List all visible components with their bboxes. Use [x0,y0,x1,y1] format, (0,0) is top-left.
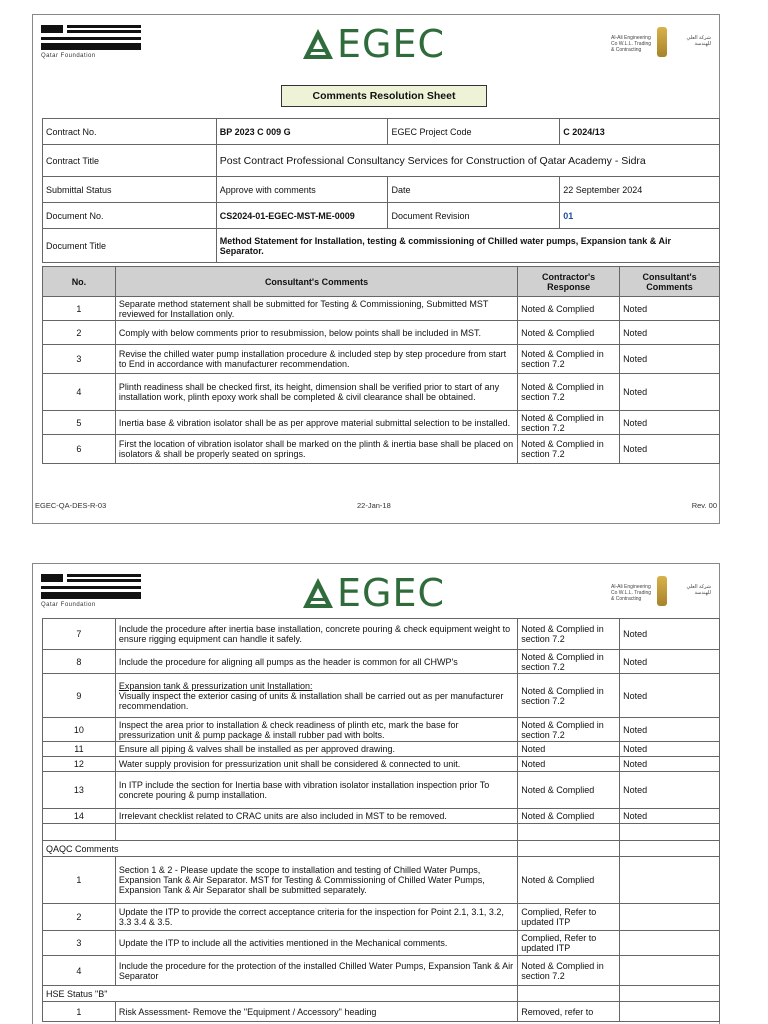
egec-mark-icon [301,27,335,61]
row-number: 2 [43,321,116,345]
row-contractor-response: Removed, refer to [518,1002,620,1022]
row-comment [115,674,517,718]
row-comment [115,857,517,904]
row-consultant-status: Noted [620,411,720,435]
row-number: 1 [43,297,116,321]
row-comment-text: Irrelevant checklist related to CRAC units are also included in MST to be removed. [118,811,447,821]
al-ali-logo: Al-Ali Engineering Co W.L.L. Trading & Contracting شركة العلي للهندسة [611,25,711,61]
row-comment [115,772,517,809]
row-number: 3 [43,931,116,956]
col-header-no: No. [43,267,116,297]
document-no: CS2024-01-EGEC-MST-ME-0009 [216,203,388,229]
submittal-status-label: Submittal Status [43,177,217,203]
date-value: 22 September 2024 [560,177,720,203]
row-consultant-status: Noted [620,809,720,824]
row-number: 4 [43,956,116,986]
row-comment [115,619,517,650]
row-consultant-status: Noted [620,435,720,464]
row-comment [115,345,517,374]
contract-no: BP 2023 C 009 G [216,119,388,145]
row-consultant-status: Noted [620,674,720,718]
row-contractor-response: Complied, Refer to updated ITP [518,904,620,931]
row-comment [115,650,517,674]
row-contractor-response: Noted [518,757,620,772]
col-header-contractor-response: Contractor's Response [518,267,620,297]
comments-table-page-1 [42,266,720,464]
table-row [43,321,720,345]
row-consultant-status: Noted [620,650,720,674]
table-row [43,374,720,411]
row-comment [115,931,517,956]
row-contractor-response: Noted & Complied [518,772,620,809]
section-label-row [43,841,720,857]
empty-row [43,824,720,841]
table-row [43,674,720,718]
row-comment-text: Separate method statement shall be submitted for Testing & Commissioning, Submitted MST reviewed for Installation only. [118,298,489,319]
project-code-label: EGEC Project Code [388,119,560,145]
table-row [43,718,720,742]
table-row [43,297,720,321]
row-number: 5 [43,411,116,435]
row-contractor-response: Noted & Complied [518,297,620,321]
row-comment [115,374,517,411]
footer-date: 22-Jan-18 [357,501,391,510]
row-number: 9 [43,674,116,718]
row-comment-text: Inertia base & vibration isolator shall be as per approve material submittal selection to be installed. [118,417,511,428]
table-row [43,411,720,435]
sheet-title: Comments Resolution Sheet [281,85,487,107]
empty-cell [620,986,720,1002]
table-row [43,345,720,374]
document-no-label: Document No. [43,203,217,229]
row-number: 14 [43,809,116,824]
project-code: C 2024/13 [560,119,720,145]
document-title-label: Document Title [43,229,217,263]
row-comment-text: Risk Assessment- Remove the "Equipment / Accessory" heading [118,1006,377,1017]
row-consultant-status: Noted [620,742,720,757]
row-comment-text: Inspect the area prior to installation & check readiness of plinth etc, mark the base for pressurization unit & pump package & install rubber pad with bolts. [118,719,459,740]
row-consultant-status: Noted [620,345,720,374]
row-comment-text: Comply with below comments prior to resubmission, below points shall be included in MST. [118,327,482,338]
row-number: 6 [43,435,116,464]
row-contractor-response: Noted & Complied in section 7.2 [518,345,620,374]
row-contractor-response: Noted & Complied in section 7.2 [518,374,620,411]
row-contractor-response: Noted & Complied [518,321,620,345]
contract-title-label: Contract Title [43,145,217,177]
col-header-consultant-comments-status: Consultant's Comments [620,267,720,297]
table-row [43,650,720,674]
row-comment-text: First the location of vibration isolator shall be marked on the plinth & inertia base shall be placed on isolators & shall be properly seated on springs. [118,439,514,459]
empty-cell [115,824,517,841]
row-consultant-status: Noted [620,297,720,321]
row-contractor-response: Noted & Complied in section 7.2 [518,956,620,986]
row-consultant-status [620,904,720,931]
row-consultant-status: Noted [620,619,720,650]
row-comment-title: Expansion tank & pressurization unit Installation: [118,680,313,691]
row-consultant-status: Noted [620,757,720,772]
row-comment-text: Ensure all piping & valves shall be installed as per approved drawing. [118,744,396,754]
al-ali-emblem-icon [657,27,667,57]
row-contractor-response: Complied, Refer to updated ITP [518,931,620,956]
footer-rev: Rev. 00 [691,501,717,510]
row-consultant-status [620,1002,720,1022]
contract-no-label: Contract No. [43,119,217,145]
row-comment-text: Water supply provision for pressurization unit shall be considered & connected to unit. [118,759,461,769]
empty-cell [43,824,116,841]
row-number: 10 [43,718,116,742]
row-contractor-response: Noted [518,742,620,757]
document-page-2 [32,563,720,1024]
egec-wordmark: EGEC [337,571,445,615]
row-comment-text: Section 1 & 2 - Please update the scope to installation and testing of Chilled Water Pumps, Expansion Tank & Air Separator. MST for Testing & Commissioning of Chilled Water Pumps, Expansion Tank & Air Separator shall be submitted separately. [118,865,485,895]
row-contractor-response: Noted & Complied in section 7.2 [518,650,620,674]
row-number: 1 [43,1002,116,1022]
submittal-status: Approve with comments [216,177,388,203]
empty-cell [620,824,720,841]
row-contractor-response: Noted & Complied [518,809,620,824]
date-label: Date [388,177,560,203]
section-label: HSE Status "B" [43,986,518,1002]
egec-wordmark: EGEC [337,22,445,66]
row-comment [115,297,517,321]
row-number: 8 [43,650,116,674]
row-number: 12 [43,757,116,772]
table-row [43,857,720,904]
row-contractor-response: Noted & Complied in section 7.2 [518,718,620,742]
row-consultant-status: Noted [620,321,720,345]
document-revision: 01 [560,203,720,229]
empty-cell [518,824,620,841]
qatar-foundation-logo: Qatar Foundation [41,572,141,612]
row-consultant-status [620,956,720,986]
row-comment-text: In ITP include the section for Inertia base with vibration isolator installation inspection prior To concrete pouring & pump installation. [118,780,490,800]
document-page-1 [32,14,720,524]
row-number: 1 [43,857,116,904]
empty-cell [620,841,720,857]
table-row [43,809,720,824]
row-consultant-status [620,931,720,956]
al-ali-emblem-icon [657,576,667,606]
row-comment [115,742,517,757]
document-title: Method Statement for Installation, testing & commissioning of Chilled water pumps, Expansion tank & Air Separator. [216,229,719,263]
row-number: 4 [43,374,116,411]
row-comment-text: Include the procedure after inertia base installation, concrete pouring & check equipment weight to ensure rigging equipment can handle it safely. [118,624,511,644]
row-comment [115,904,517,931]
footer-form-no: EGEC-QA-DES-R-03 [35,501,107,510]
empty-cell [518,986,620,1002]
row-comment-text: Update the ITP to provide the correct acceptance criteria for the inspection for Point 2.1, 3.1, 3.2, 3.3 3.4 & 3.5. [118,907,504,927]
row-comment [115,718,517,742]
row-comment-text: Visually inspect the exterior casing of units & installation shall be carried out as per manufacturer recommendation. [118,690,504,711]
row-comment [115,809,517,824]
row-number: 2 [43,904,116,931]
comments-table-page-2 [42,618,720,1022]
row-consultant-status: Noted [620,718,720,742]
row-comment [115,321,517,345]
row-number: 3 [43,345,116,374]
contract-title: Post Contract Professional Consultancy Services for Construction of Qatar Academy - Sidra [216,145,719,177]
row-number: 11 [43,742,116,757]
table-row [43,904,720,931]
row-contractor-response: Noted & Complied in section 7.2 [518,435,620,464]
row-comment-text: Plinth readiness shall be checked first, its height, dimension shall be verified prior to start of any installation work, plinth epoxy work shall be completed & civil clearance shall be obtained. [118,382,500,402]
table-row [43,931,720,956]
row-comment [115,1002,517,1022]
row-consultant-status [620,857,720,904]
table-row [43,619,720,650]
egec-mark-icon [301,576,335,610]
table-row [43,956,720,986]
row-contractor-response: Noted & Complied in section 7.2 [518,674,620,718]
page-gap [0,524,768,563]
row-comment-text: Update the ITP to include all the activities mentioned in the Mechanical comments. [118,938,448,948]
document-revision-label: Document Revision [388,203,560,229]
row-consultant-status: Noted [620,772,720,809]
row-comment [115,435,517,464]
table-row [43,742,720,757]
row-comment-text: Include the procedure for aligning all pumps as the header is common for all CHWP's [118,656,458,667]
row-contractor-response: Noted & Complied in section 7.2 [518,619,620,650]
qatar-foundation-logo: Qatar Foundation [41,23,141,63]
row-number: 7 [43,619,116,650]
al-ali-logo: Al-Ali Engineering Co W.L.L. Trading & Contracting شركة العلي للهندسة [611,574,711,610]
empty-cell [518,841,620,857]
col-header-consultant-comments: Consultant's Comments [115,267,517,297]
egec-logo [301,23,445,65]
row-comment [115,411,517,435]
row-comment-text: Include the procedure for the protection of the installed Chilled Water Pumps, Expansion Tank & Air Separator [118,960,514,981]
row-contractor-response: Noted & Complied [518,857,620,904]
row-comment [115,956,517,986]
row-comment-text: Revise the chilled water pump installation procedure & included step by step procedure from start to End in accordance with manufacturer recommendation. [118,349,507,369]
section-label: QAQC Comments [43,841,518,857]
row-number: 13 [43,772,116,809]
table-row [43,1002,720,1022]
table-row [43,757,720,772]
row-consultant-status: Noted [620,374,720,411]
egec-logo [301,572,445,614]
row-contractor-response: Noted & Complied in section 7.2 [518,411,620,435]
document-info-table [42,118,720,263]
row-comment [115,757,517,772]
section-label-row [43,986,720,1002]
table-row [43,772,720,809]
table-row [43,435,720,464]
